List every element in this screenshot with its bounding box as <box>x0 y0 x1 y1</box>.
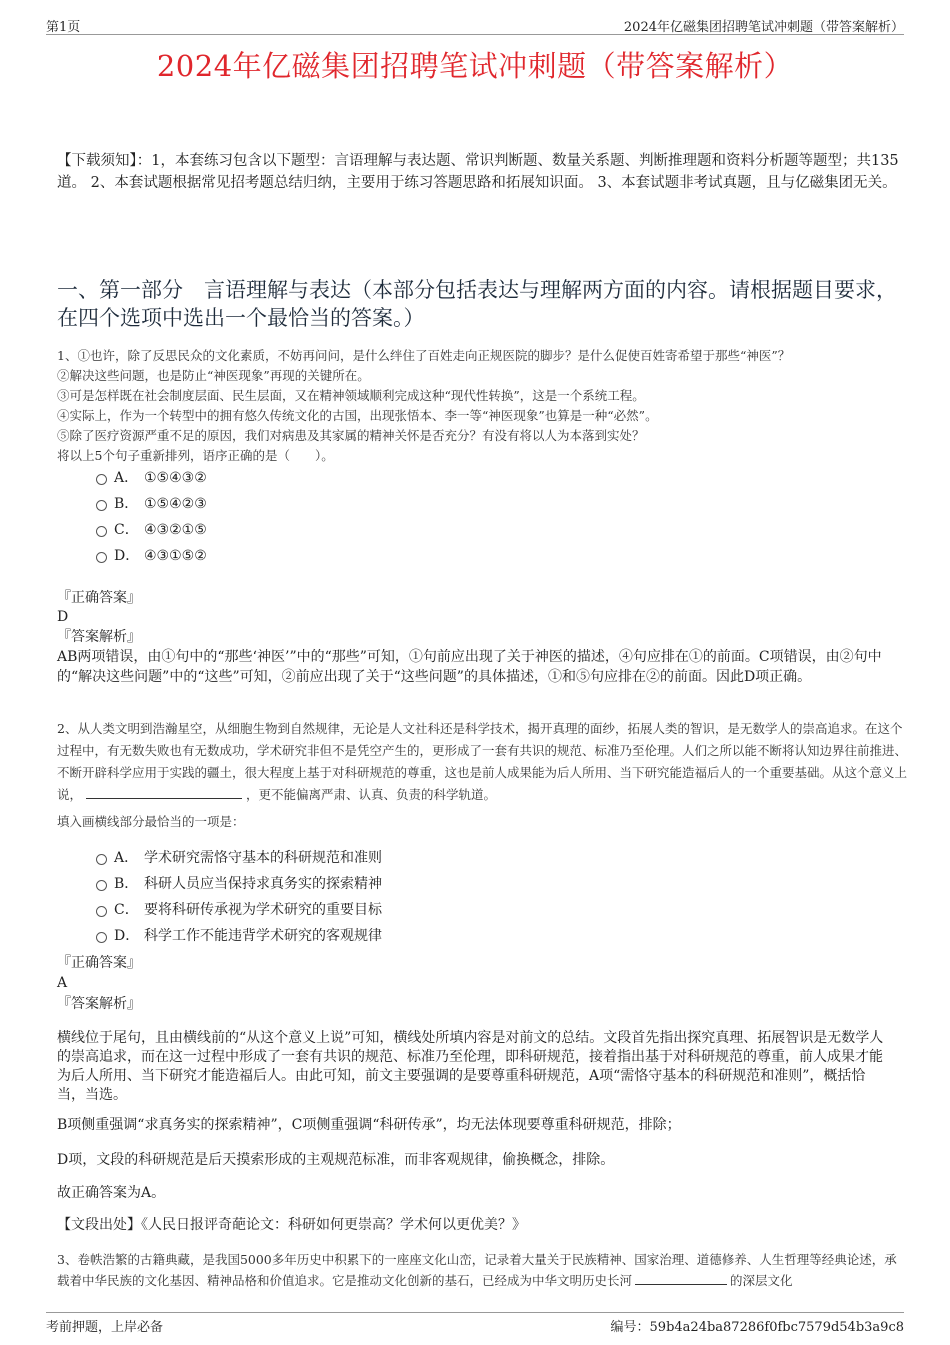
question-1-stem <box>57 346 907 466</box>
fill-blank <box>86 786 242 799</box>
download-notice: 【下载须知】：1，本套练习包含以下题型：言语理解与表达题、常识判断题、数量关系题、判断推理题和资料分析题等题型；共135道。 2、本套试题根据常见招考题总结归纳，主要用于练习答题思路和拓展知识面。 3、本套试题非考试真题，且与亿磁集团无关。 <box>57 153 899 191</box>
q2-answer: A <box>57 975 68 991</box>
q1-answer: D <box>57 609 69 625</box>
q2-analysis-paragraph: 故正确答案为A。 <box>57 1185 166 1201</box>
fill-blank <box>635 1272 727 1285</box>
radio-icon[interactable] <box>96 932 107 943</box>
header-doc-title: 2024年亿磁集团招聘笔试冲刺题（带答案解析） <box>623 20 904 35</box>
q2-analysis-paragraph: B项侧重强调“求真务实的探索精神”，C项侧重强调“科研传承”，均无法体现要尊重科研规范，排除； <box>57 1117 681 1133</box>
radio-icon[interactable] <box>96 526 107 537</box>
q2-analysis-paragraph: D项，文段的科研规范是后天摸索形成的主观规范标准，而非客观规律，偷换概念，排除。 <box>57 1152 615 1168</box>
section-heading: 一、第一部分 言语理解与表达（本部分包括表达与理解两方面的内容。请根据题目要求，在四个选项中选出一个最恰当的答案。） <box>57 278 897 330</box>
radio-icon[interactable] <box>96 880 107 891</box>
q2-source: 【文段出处】《人民日报评奇葩论文：科研如何更崇高？学术何以更优美？》 <box>57 1217 526 1233</box>
q1-line: 将以上5个句子重新排列，语序正确的是（ ）。 <box>57 448 334 463</box>
radio-icon[interactable] <box>96 500 107 511</box>
q2-analysis-label: 『答案解析』 <box>57 996 141 1012</box>
q1-analysis-label: 『答案解析』 <box>57 629 141 645</box>
page-number: 第1页 <box>46 20 81 35</box>
q1-line: ③可是怎样既在社会制度层面、民生层面，又在精神领域顺利完成这种“现代性转换”，这是一个系统工程。 <box>57 388 645 403</box>
q2-answer-label: 『正确答案』 <box>57 955 141 971</box>
q2-analysis-paragraph: 横线位于尾句，且由横线前的“从这个意义上说”可知，横线处所填内容是对前文的总结。文段首先指出探究真理、拓展智识是无数学人的崇高追求，而在这一过程中形成了一套有共识的规范、标准乃至伦理，即科研规范，接着指出基于对科研规范的尊重，前人成果才能为后人所用、当下研究才能造福后人。由此可知，前文主要强调的是要尊重科研规范，A项“需恪守基本的科研规范和准则”，概括恰当，当选。 <box>57 1030 884 1103</box>
doc-code: 59b4a24ba87286f0fbc7579d54b3a9c8 <box>649 1320 904 1335</box>
page-footer <box>46 1312 904 1335</box>
footer-code: 编号：59b4a24ba87286f0fbc7579d54b3a9c8 <box>610 1320 904 1335</box>
question-3-stem: 3、卷帙浩繁的古籍典藏，是我国5000多年历史中积累下的一座座文化山峦，记录着大量关于民族精神、国家治理、道德修养、人生哲理等经典论述，承载着中华民族的文化基因、精神品格和价值追求。它是推动文化创新的基石，已经成为中华文明历史长河 的深层文化 <box>57 1252 897 1288</box>
q1-analysis: AB两项错误，由①句中的“那些‘神医’”中的“那些”可知，①句前应出现了关于神医的描述，④句应排在①的前面。C项错误，由②句中的“解决这些问题”中的“这些”可知，②前应出现了关于“这些问题”的具体描述，①和⑤句应排在②的前面。因此D项正确。 <box>57 649 882 685</box>
page-header <box>46 14 904 35</box>
q2-prompt: 填入画横线部分最恰当的一项是： <box>57 814 245 829</box>
q1-line: ④实际上，作为一个转型中的拥有悠久传统文化的古国，出现张悟本、李一等“神医现象”也算是一种“必然”。 <box>57 408 658 423</box>
radio-icon[interactable] <box>96 474 107 485</box>
q1-answer-label: 『正确答案』 <box>57 590 141 606</box>
question-2-stem: 2、从人类文明到浩瀚星空，从细胞生物到自然规律，无论是人文社科还是科学技术，揭开真理的面纱，拓展人类的智识，是无数学人的崇高追求。在这个过程中，有无数失败也有无数成功，学术研究非但不是凭空产生的，更形成了一套有共识的规范、标准乃至伦理。人们之所以能不断将认知边界往前推进、不断开辟科学应用于实践的疆土，很大程度上基于对科研规范的尊重，这也是前人成果能为后人所用、当下研究能造福后人的一个重要基础。从这个意义上说， ，更不能偏离严肃、认真、负责的科学轨道。 <box>57 721 908 802</box>
radio-icon[interactable] <box>96 906 107 917</box>
q1-line: ⑤除了医疗资源严重不足的原因，我们对病患及其家属的精神关怀是否充分？有没有将以人为本落到实处？ <box>57 428 645 443</box>
page-title: 2024年亿磁集团招聘笔试冲刺题（带答案解析） <box>156 49 794 83</box>
radio-icon[interactable] <box>96 854 107 865</box>
radio-icon[interactable] <box>96 552 107 563</box>
footer-slogan: 考前押题，上岸必备 <box>46 1320 164 1335</box>
q1-line: ②解决这些问题，也是防止“神医现象”再现的关键所在。 <box>57 368 370 383</box>
q1-line: 1、①也许，除了反思民众的文化素质，不妨再问问，是什么绊住了百姓走向正规医院的脚步？是什么促使百姓寄希望于那些“神医”？ <box>57 348 791 363</box>
